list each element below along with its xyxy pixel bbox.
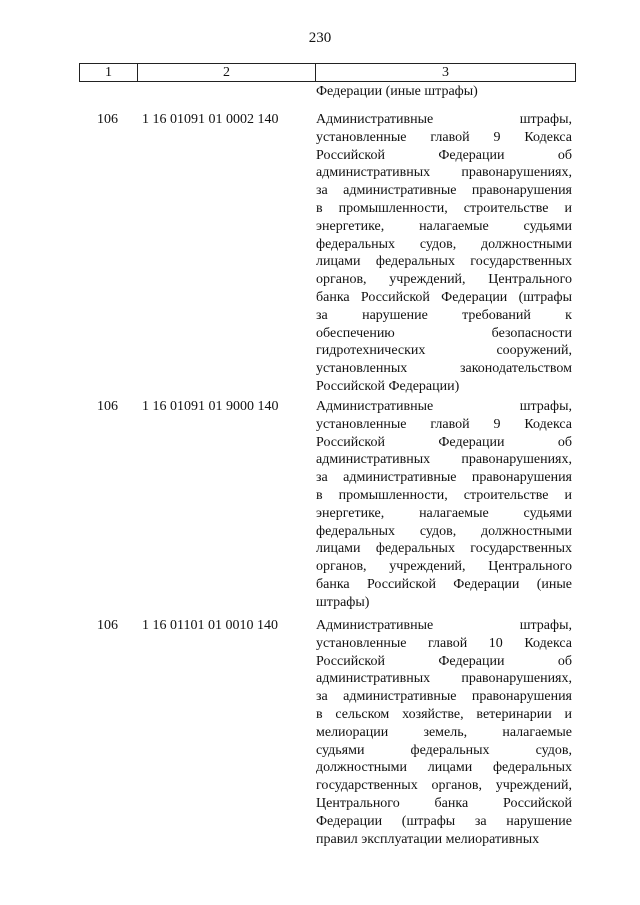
admin-code: 106: [97, 112, 118, 127]
column-header-3: 3: [316, 64, 576, 82]
description-line: лицами федеральных государственных: [316, 541, 572, 557]
description-line: за административные правонарушения: [316, 470, 572, 486]
description-line: федеральных судов, должностными: [316, 236, 572, 252]
description-line: должностными лицами федеральных: [316, 760, 572, 776]
description-line: Российской Федерации об: [316, 147, 572, 163]
column-header-table: [79, 63, 576, 82]
description-line: органов, учреждений, Центрального: [316, 559, 572, 575]
description-line: судьями федеральных судов,: [316, 742, 572, 758]
description-line: лицами федеральных государственных: [316, 254, 572, 270]
revenue-description: [316, 111, 572, 396]
column-header-row: [80, 64, 576, 82]
description-line: установленные главой 10 Кодекса: [316, 635, 572, 651]
description-line: Административные штрафы,: [316, 618, 572, 633]
description-line: за административные правонарушения: [316, 183, 572, 199]
description-line: установленные главой 9 Кодекса: [316, 129, 572, 145]
admin-code: 106: [97, 399, 118, 414]
description-line: Российской Федерации об: [316, 434, 572, 450]
description-line: в промышленности, строительстве и: [316, 200, 572, 216]
description-line: мелиорации земель, налагаемые: [316, 724, 572, 740]
description-line: банка Российской Федерации (иные: [316, 576, 572, 592]
description-line: банка Российской Федерации (штрафы: [316, 289, 572, 305]
description-line: государственных органов, учреждений,: [316, 778, 572, 794]
revenue-description: [316, 617, 572, 848]
description-line: энергетике, налагаемые судьями: [316, 505, 572, 521]
admin-code: 106: [97, 618, 118, 633]
description-line: Российской Федерации): [316, 378, 460, 394]
description-line: Административные штрафы,: [316, 399, 572, 414]
column-header-2: 2: [138, 64, 316, 82]
description-line: обеспечению безопасности: [316, 325, 572, 341]
description-line: за нарушение требований к: [316, 307, 572, 323]
description-line: гидротехнических сооружений,: [316, 343, 572, 359]
description-line: органов, учреждений, Центрального: [316, 272, 572, 288]
budget-classification-code: 1 16 01101 01 0010 140: [142, 618, 278, 633]
description-line: за административные правонарушения: [316, 689, 572, 705]
description-line: административных правонарушениях,: [316, 671, 572, 687]
description-line: федеральных судов, должностными: [316, 523, 572, 539]
description-line: энергетике, налагаемые судьями: [316, 218, 572, 234]
budget-classification-code: 1 16 01091 01 0002 140: [142, 112, 279, 127]
continuation-text: Федерации (иные штрафы): [316, 84, 478, 99]
description-line: Административные штрафы,: [316, 112, 572, 127]
budget-classification-code: 1 16 01091 01 9000 140: [142, 399, 279, 414]
description-line: в сельском хозяйстве, ветеринарии и: [316, 706, 572, 722]
description-line: установленные главой 9 Кодекса: [316, 416, 572, 432]
description-line: в промышленности, строительстве и: [316, 487, 572, 503]
column-header-1: 1: [80, 64, 138, 82]
description-line: установленных законодательством: [316, 361, 572, 377]
description-line: штрафы): [316, 594, 370, 610]
revenue-description: [316, 398, 572, 612]
description-line: Центрального банка Российской: [316, 795, 572, 811]
page-number: 230: [308, 30, 332, 46]
description-line: правил эксплуатации мелиоративных: [316, 831, 540, 847]
description-line: Российской Федерации об: [316, 653, 572, 669]
description-line: административных правонарушениях,: [316, 165, 572, 181]
description-line: Федерации (штрафы за нарушение: [316, 813, 572, 829]
description-line: административных правонарушениях,: [316, 452, 572, 468]
